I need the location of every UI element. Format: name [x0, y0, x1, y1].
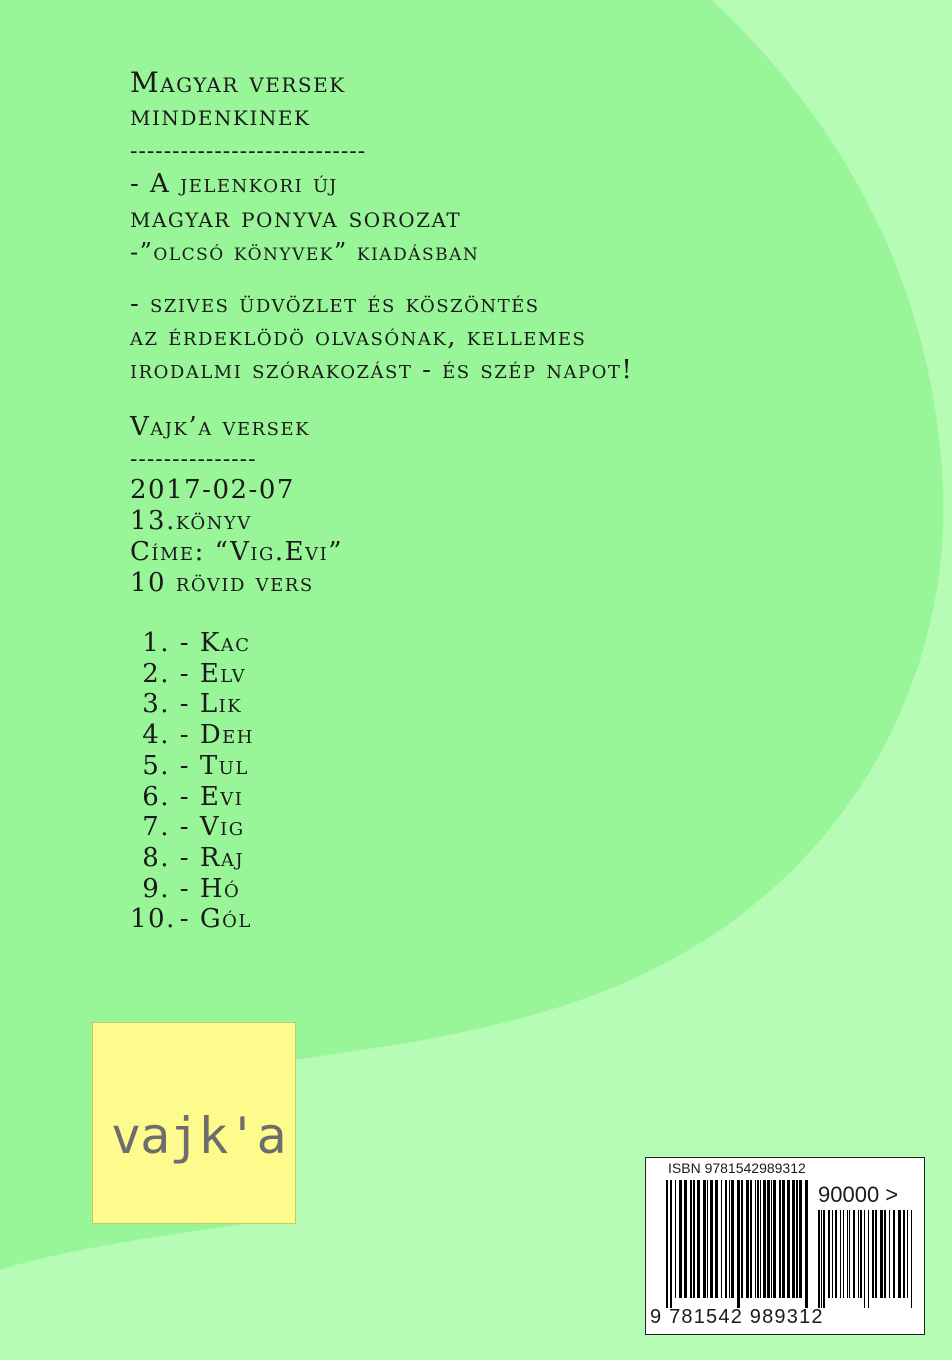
count-line: 10 rövid vers [130, 568, 314, 598]
list-item: 8. - Raj [142, 842, 245, 873]
list-item: 3. - Lik [142, 689, 243, 720]
isbn-barcode [645, 1157, 925, 1335]
series-desc-line-3: -”olcsó könyvek” kiadásban [130, 238, 480, 266]
isbn-digits: 9 781542 989312 [650, 1306, 824, 1328]
list-item: 4. - Deh [142, 720, 254, 751]
list-item: 9. - Hó [142, 873, 241, 904]
series-desc-line-1: - A jelenkori új [130, 169, 338, 199]
series-description [130, 168, 479, 269]
isbn-label: ISBN 9781542989312 [668, 1160, 806, 1176]
list-item: 7. - Vig [142, 812, 245, 843]
date-line: 2017-02-07 [130, 475, 295, 505]
divider-2: --------------- [130, 447, 257, 472]
publisher-logo [92, 1022, 296, 1224]
author-line: Vajk’a versek [130, 412, 311, 442]
book-number: 13.könyv [130, 506, 252, 536]
divider-1: ---------------------------- [130, 139, 367, 164]
series-desc-line-2: magyar ponyva sorozat [130, 201, 462, 234]
book-info [130, 412, 343, 599]
list-item: 1. - Kac [142, 628, 251, 658]
series-title [130, 66, 366, 168]
series-title-line-1: Magyar versek [130, 66, 346, 99]
poem-list [130, 628, 254, 935]
greeting-line-2: az érdeklödö olvasónak, kellemes [130, 322, 587, 352]
price-code: 90000 > [818, 1182, 899, 1207]
list-item: 10. - Gól [130, 904, 252, 935]
greeting [130, 288, 633, 387]
list-item: 6. - Evi [142, 781, 244, 812]
series-title-line-2: mindenkinek [130, 99, 311, 132]
title-line: Címe: “Vig.Evi” [130, 537, 344, 567]
greeting-line-1: - szives üdvözlet és köszöntés [130, 289, 540, 319]
greeting-line-3: irodalmi szórakozást - és szép napot! [130, 355, 634, 385]
logo-text: vajk'a [111, 1107, 286, 1165]
list-item: 5. - Tul [142, 750, 249, 781]
list-item: 2. - Elv [142, 658, 247, 689]
